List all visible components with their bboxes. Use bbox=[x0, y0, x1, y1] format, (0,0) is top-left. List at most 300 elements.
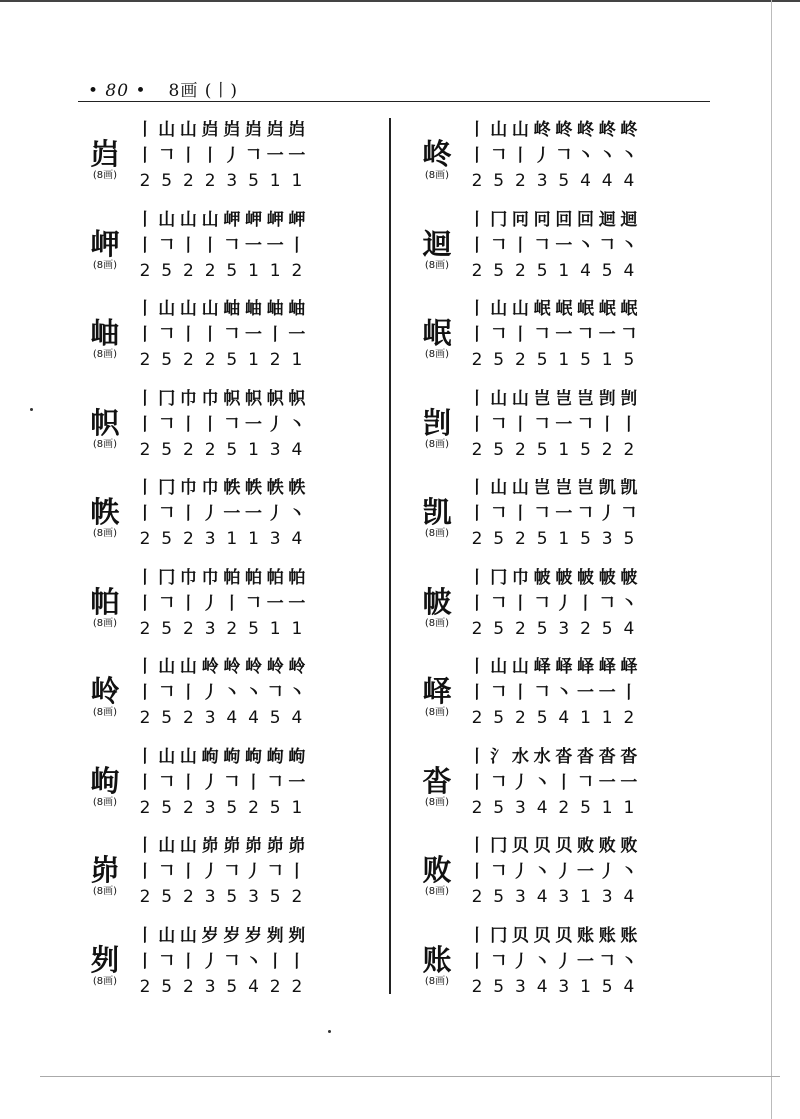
stroke-sequence-step: 冂 bbox=[158, 388, 176, 409]
stroke-code: 5 bbox=[161, 260, 173, 281]
stroke-code: 2 bbox=[471, 708, 483, 728]
stroke-code: 5 bbox=[601, 976, 613, 997]
stroke-code: 2 bbox=[558, 797, 570, 818]
seq-row bbox=[136, 568, 306, 588]
stroke-shape: 丶 bbox=[620, 235, 638, 256]
codes-row bbox=[468, 798, 638, 818]
seq-row bbox=[468, 836, 638, 856]
stroke-sequence-step: 山 bbox=[201, 209, 219, 230]
stroke-sequence-step: 峄 bbox=[533, 657, 551, 677]
stroke-sequence-step: 水 bbox=[533, 746, 551, 767]
stroke-shape: 丨 bbox=[468, 683, 486, 703]
stroke-sequence-step: 丨 bbox=[468, 746, 486, 767]
stroke-shape: 丨 bbox=[468, 504, 486, 524]
stroke-shape: 一 bbox=[266, 146, 284, 166]
stroke-shape: 𠃍 bbox=[533, 325, 551, 345]
stroke-shape: 丨 bbox=[179, 862, 197, 882]
stroke-code: 5 bbox=[493, 797, 505, 818]
entry-character: 败 bbox=[422, 853, 452, 887]
stroke-sequence-step: 岭 bbox=[201, 657, 219, 677]
codes-row bbox=[136, 798, 306, 818]
stroke-sequence-step: 刿 bbox=[266, 925, 284, 946]
stroke-code: 2 bbox=[182, 439, 194, 460]
stroke-code: 2 bbox=[139, 529, 151, 549]
stroke-sequence-step: 冂 bbox=[490, 567, 508, 588]
stroke-code: 1 bbox=[291, 171, 303, 191]
stroke-count-label: (8画) bbox=[424, 975, 450, 987]
stroke-sequence-step: 帜 bbox=[266, 388, 284, 409]
stroke-code: 5 bbox=[226, 350, 238, 370]
stroke-code: 3 bbox=[514, 887, 526, 907]
entry-character: 迴 bbox=[422, 226, 452, 261]
stroke-sequence-step: 岭 bbox=[245, 657, 263, 677]
stroke-sequence-step: 败 bbox=[598, 836, 616, 856]
stroke-code: 5 bbox=[226, 260, 238, 281]
stroke-sequence-step: 丨 bbox=[468, 478, 486, 498]
stroke-shape: 丨 bbox=[136, 683, 154, 703]
stroke-code: 2 bbox=[471, 618, 483, 639]
stroke-shape: 𠃍 bbox=[158, 146, 176, 166]
strokes-row bbox=[136, 504, 306, 524]
entry-character: 岿 bbox=[90, 137, 120, 171]
stroke-code: 2 bbox=[623, 439, 635, 460]
stroke-sequence-step: 巾 bbox=[201, 478, 219, 498]
stroke-sequence-step: 帜 bbox=[245, 388, 263, 409]
stroke-code: 5 bbox=[269, 708, 281, 728]
stroke-sequence-step: 岿 bbox=[245, 120, 263, 140]
stroke-sequence-step: 岬 bbox=[288, 209, 306, 230]
stroke-shape: 一 bbox=[577, 683, 595, 703]
stroke-code: 1 bbox=[558, 350, 570, 370]
stroke-shape: 丨 bbox=[179, 683, 197, 703]
seq-row bbox=[468, 210, 638, 230]
stroke-shape: 丨 bbox=[136, 772, 154, 793]
stroke-shape: 𠃍 bbox=[490, 146, 508, 166]
stroke-sequence-step: 岷 bbox=[555, 299, 573, 319]
stroke-code: 2 bbox=[182, 797, 194, 818]
stroke-sequence-step: 岣 bbox=[201, 746, 219, 767]
stroke-sequence-step: 败 bbox=[620, 836, 638, 856]
stroke-sequence-step: 迴 bbox=[620, 209, 638, 230]
stroke-shape: 𠃍 bbox=[620, 504, 638, 524]
stroke-shape: 𠃍 bbox=[577, 504, 595, 524]
stroke-sequence-step: 山 bbox=[511, 120, 529, 140]
stroke-sequence-step: 峂 bbox=[555, 120, 573, 140]
stroke-sequence-step: 岁 bbox=[223, 925, 241, 946]
stroke-sequence-step: 丨 bbox=[136, 567, 154, 588]
stroke-sequence-step: 峁 bbox=[245, 836, 263, 856]
stroke-shape: 𠃍 bbox=[598, 951, 616, 972]
stroke-sequence-step: 丨 bbox=[468, 388, 486, 409]
stroke-code: 1 bbox=[248, 350, 259, 370]
stroke-sequence-step: 巾 bbox=[201, 388, 219, 409]
scan-speck bbox=[30, 408, 33, 411]
seq-row bbox=[468, 926, 638, 946]
stroke-code: 2 bbox=[269, 976, 281, 997]
stroke-sequence-step: 山 bbox=[511, 299, 529, 319]
entry-character: 沓 bbox=[422, 763, 452, 798]
stroke-shape: 丨 bbox=[468, 146, 486, 166]
stroke-code: 1 bbox=[291, 618, 303, 639]
stroke-sequence-step: 帔 bbox=[555, 567, 573, 588]
stroke-shape: 𠃍 bbox=[158, 951, 176, 972]
stroke-count-label: (8画) bbox=[92, 259, 118, 271]
stroke-shape: 丨 bbox=[511, 414, 529, 435]
stroke-code: 4 bbox=[248, 976, 259, 997]
stroke-code: 4 bbox=[226, 708, 238, 728]
seq-row bbox=[136, 120, 306, 140]
stroke-shape: 丨 bbox=[468, 862, 486, 882]
stroke-shape: 一 bbox=[620, 772, 638, 793]
codes-row bbox=[136, 977, 306, 997]
stroke-sequence-step: 岣 bbox=[223, 746, 241, 767]
stroke-sequence-step: 冋 bbox=[533, 209, 551, 230]
stroke-count-label: (8画) bbox=[424, 707, 450, 718]
stroke-sequence-step: 沓 bbox=[620, 746, 638, 767]
stroke-sequence-step: 岭 bbox=[223, 657, 241, 677]
strokes-row bbox=[136, 415, 306, 435]
stroke-shape: 𠃍 bbox=[158, 593, 176, 614]
stroke-sequence-step: 山 bbox=[490, 120, 508, 140]
stroke-code: 5 bbox=[493, 260, 505, 281]
stroke-code: 2 bbox=[471, 350, 483, 370]
stroke-code: 3 bbox=[204, 708, 216, 728]
stroke-count-label: (8画) bbox=[424, 617, 450, 629]
stroke-sequence-step: 山 bbox=[179, 925, 197, 946]
stroke-shape: 一 bbox=[288, 593, 306, 614]
page-header bbox=[88, 76, 238, 101]
stroke-shape: 𠃍 bbox=[245, 146, 263, 166]
stroke-shape: 丿 bbox=[201, 862, 219, 882]
stroke-shape: 丨 bbox=[468, 772, 486, 793]
stroke-code: 3 bbox=[204, 529, 216, 549]
stroke-shape: 𠃍 bbox=[223, 414, 241, 435]
stroke-sequence-step: 岁 bbox=[201, 925, 219, 946]
stroke-sequence-step: 账 bbox=[577, 925, 595, 946]
stroke-shape: 𠃍 bbox=[223, 862, 241, 882]
stroke-shape: 一 bbox=[555, 235, 573, 256]
stroke-shape: 丨 bbox=[201, 235, 219, 256]
strokes-row bbox=[468, 683, 638, 703]
dictionary-entry bbox=[412, 474, 712, 564]
stroke-shape: 𠃍 bbox=[266, 772, 284, 793]
strokes-row bbox=[136, 773, 306, 793]
stroke-sequence-step: 冋 bbox=[511, 209, 529, 230]
stroke-sequence-step: 山 bbox=[490, 478, 508, 498]
stroke-sequence-step: 账 bbox=[598, 925, 616, 946]
stroke-shape: 𠃍 bbox=[245, 593, 263, 614]
stroke-code: 4 bbox=[536, 976, 548, 997]
strokes-row bbox=[136, 862, 306, 882]
stroke-code: 2 bbox=[291, 976, 303, 997]
stroke-code: 1 bbox=[580, 976, 591, 997]
seq-row bbox=[136, 657, 306, 677]
codes-row bbox=[136, 171, 306, 191]
stroke-code: 4 bbox=[558, 708, 570, 728]
stroke-code: 2 bbox=[514, 260, 526, 281]
dictionary-entry bbox=[80, 564, 380, 654]
stroke-count-label: (8画) bbox=[424, 170, 450, 181]
stroke-code: 2 bbox=[139, 797, 151, 818]
stroke-sequence-step: 岷 bbox=[533, 299, 551, 319]
stroke-code: 4 bbox=[536, 887, 548, 907]
stroke-shape: 𠃍 bbox=[266, 683, 284, 703]
stroke-code: 5 bbox=[248, 618, 259, 639]
stroke-shape: 𠃍 bbox=[490, 235, 508, 256]
strokes-row bbox=[136, 952, 306, 972]
stroke-code: 4 bbox=[536, 797, 548, 818]
stroke-sequence-step: 岭 bbox=[266, 657, 284, 677]
stroke-count-label: (8画) bbox=[92, 886, 118, 897]
stroke-code: 1 bbox=[580, 708, 591, 728]
stroke-sequence-step: 峂 bbox=[533, 120, 551, 140]
stroke-code: 2 bbox=[291, 260, 303, 281]
codes-row bbox=[468, 440, 638, 460]
stroke-sequence-step: 山 bbox=[158, 746, 176, 767]
stroke-shape: 丿 bbox=[555, 951, 573, 972]
stroke-sequence-step: 岫 bbox=[288, 299, 306, 319]
stroke-sequence-step: 峁 bbox=[223, 836, 241, 856]
stroke-shape: 丨 bbox=[468, 414, 486, 435]
stroke-shape: 丨 bbox=[511, 504, 529, 524]
stroke-code: 5 bbox=[493, 887, 505, 907]
stroke-shape: 一 bbox=[266, 235, 284, 256]
stroke-shape: 一 bbox=[245, 414, 263, 435]
codes-row bbox=[468, 261, 638, 281]
stroke-sequence-step: 山 bbox=[201, 299, 219, 319]
stroke-shape: 丨 bbox=[620, 683, 638, 703]
stroke-shape: 𠃍 bbox=[266, 862, 284, 882]
stroke-shape: 丿 bbox=[223, 146, 241, 166]
stroke-code: 2 bbox=[514, 708, 526, 728]
stroke-sequence-step: 岂 bbox=[577, 478, 595, 498]
dictionary-entry bbox=[412, 564, 712, 654]
stroke-sequence-step: 帔 bbox=[533, 567, 551, 588]
stroke-sequence-step: 峄 bbox=[620, 657, 638, 677]
stroke-sequence-step: 帙 bbox=[245, 478, 263, 498]
stroke-sequence-step: 迴 bbox=[598, 209, 616, 230]
stroke-sequence-step: 岭 bbox=[288, 657, 306, 677]
stroke-sequence-step: 帔 bbox=[620, 567, 638, 588]
stroke-code: 5 bbox=[269, 887, 281, 907]
stroke-code: 2 bbox=[204, 439, 216, 460]
codes-row bbox=[468, 171, 638, 191]
stroke-sequence-step: 丨 bbox=[468, 836, 486, 856]
stroke-sequence-step: 岂 bbox=[533, 478, 551, 498]
stroke-shape: 丶 bbox=[533, 862, 551, 882]
stroke-shape: 丨 bbox=[136, 593, 154, 614]
stroke-code: 2 bbox=[514, 439, 526, 460]
seq-row bbox=[468, 747, 638, 767]
stroke-sequence-step: 刿 bbox=[288, 925, 306, 946]
stroke-sequence-step: 丨 bbox=[136, 925, 154, 946]
stroke-shape: 一 bbox=[555, 504, 573, 524]
codes-row bbox=[468, 619, 638, 639]
stroke-code: 2 bbox=[514, 618, 526, 639]
stroke-shape: 𠃍 bbox=[490, 414, 508, 435]
entry-character: 帕 bbox=[90, 584, 120, 619]
stroke-shape: 𠃍 bbox=[158, 504, 176, 524]
stroke-code: 1 bbox=[269, 171, 281, 191]
dictionary-entry bbox=[80, 743, 380, 833]
stroke-sequence-step: 丨 bbox=[136, 478, 154, 498]
stroke-code: 5 bbox=[226, 976, 238, 997]
stroke-shape: 丨 bbox=[179, 951, 197, 972]
stroke-code: 4 bbox=[580, 260, 591, 281]
stroke-sequence-step: 岫 bbox=[245, 299, 263, 319]
stroke-sequence-step: 帕 bbox=[223, 567, 241, 588]
stroke-sequence-step: 冂 bbox=[490, 209, 508, 230]
stroke-shape: 丨 bbox=[136, 235, 154, 256]
stroke-sequence-step: 岫 bbox=[223, 299, 241, 319]
stroke-code: 5 bbox=[558, 171, 570, 191]
stroke-code: 2 bbox=[182, 976, 194, 997]
stroke-sequence-step: 峄 bbox=[577, 657, 595, 677]
stroke-shape: 丿 bbox=[511, 862, 529, 882]
stroke-sequence-step: 贝 bbox=[533, 925, 551, 946]
stroke-code: 5 bbox=[493, 618, 505, 639]
stroke-sequence-step: 冂 bbox=[490, 925, 508, 946]
stroke-code: 5 bbox=[493, 529, 505, 549]
codes-row bbox=[136, 350, 306, 370]
stroke-sequence-step: 山 bbox=[511, 388, 529, 409]
stroke-sequence-step: 剀 bbox=[598, 388, 616, 409]
seq-row bbox=[136, 299, 306, 319]
stroke-sequence-step: 岬 bbox=[245, 209, 263, 230]
stroke-code: 3 bbox=[269, 439, 281, 460]
stroke-code: 5 bbox=[580, 350, 591, 370]
stroke-code: 5 bbox=[161, 976, 173, 997]
stroke-code: 2 bbox=[471, 439, 483, 460]
stroke-sequence-step: 帙 bbox=[266, 478, 284, 498]
stroke-shape: 丨 bbox=[511, 325, 529, 345]
stroke-sequence-step: 丨 bbox=[468, 209, 486, 230]
stroke-code: 5 bbox=[226, 797, 238, 818]
stroke-code: 4 bbox=[291, 708, 303, 728]
strokes-row bbox=[468, 952, 638, 972]
stroke-code: 4 bbox=[623, 887, 635, 907]
stroke-shape: 丨 bbox=[577, 593, 595, 614]
stroke-shape: 丿 bbox=[555, 862, 573, 882]
stroke-sequence-step: 贝 bbox=[511, 925, 529, 946]
stroke-shape: 𠃍 bbox=[223, 325, 241, 345]
entry-character: 岫 bbox=[90, 316, 120, 350]
stroke-shape: 𠃍 bbox=[598, 593, 616, 614]
stroke-shape: 丶 bbox=[288, 504, 306, 524]
stroke-sequence-step: 岷 bbox=[598, 299, 616, 319]
stroke-shape: 一 bbox=[223, 504, 241, 524]
stroke-sequence-step: 岂 bbox=[555, 388, 573, 409]
codes-row bbox=[136, 887, 306, 907]
stroke-shape: 一 bbox=[555, 414, 573, 435]
stroke-shape: 丨 bbox=[598, 414, 616, 435]
stroke-sequence-step: 帜 bbox=[223, 388, 241, 409]
stroke-code: 4 bbox=[291, 439, 303, 460]
stroke-code: 5 bbox=[161, 797, 173, 818]
stroke-shape: 丨 bbox=[136, 414, 154, 435]
stroke-code: 1 bbox=[558, 260, 570, 281]
stroke-shape: 𠃍 bbox=[577, 772, 595, 793]
stroke-shape: 𠃍 bbox=[598, 235, 616, 256]
entry-character: 岣 bbox=[90, 763, 120, 798]
stroke-shape: 𠃍 bbox=[223, 235, 241, 256]
stroke-code: 1 bbox=[580, 887, 591, 907]
seq-row bbox=[136, 210, 306, 230]
stroke-sequence-step: 丨 bbox=[136, 209, 154, 230]
stroke-shape: 一 bbox=[266, 593, 284, 614]
stroke-code: 3 bbox=[558, 887, 570, 907]
stroke-shape: 丨 bbox=[136, 862, 154, 882]
stroke-sequence-step: 巾 bbox=[179, 567, 197, 588]
stroke-code: 4 bbox=[580, 171, 591, 191]
stroke-code: 5 bbox=[161, 350, 173, 370]
page-number: • 80 • bbox=[88, 81, 147, 101]
stroke-sequence-step: 水 bbox=[511, 746, 529, 767]
stroke-sequence-step: 回 bbox=[577, 209, 595, 230]
stroke-sequence-step: 冂 bbox=[158, 478, 176, 498]
stroke-sequence-step: 丨 bbox=[468, 120, 486, 140]
stroke-shape: 丿 bbox=[511, 772, 529, 793]
stroke-shape: 丿 bbox=[245, 862, 263, 882]
stroke-sequence-step: 岿 bbox=[266, 120, 284, 140]
stroke-sequence-step: 岿 bbox=[288, 120, 306, 140]
stroke-count-label: (8画) bbox=[424, 528, 450, 539]
stroke-code: 2 bbox=[269, 350, 281, 370]
stroke-code: 4 bbox=[623, 260, 635, 281]
stroke-sequence-step: 巾 bbox=[179, 388, 197, 409]
stroke-code: 5 bbox=[623, 350, 635, 370]
stroke-code: 3 bbox=[536, 171, 548, 191]
stroke-sequence-step: 山 bbox=[490, 299, 508, 319]
stroke-shape: 丨 bbox=[245, 772, 263, 793]
stroke-shape: 丨 bbox=[179, 504, 197, 524]
stroke-code: 3 bbox=[248, 887, 259, 907]
stroke-shape: 丨 bbox=[179, 593, 197, 614]
stroke-code: 5 bbox=[161, 887, 173, 907]
stroke-shape: 丿 bbox=[555, 593, 573, 614]
stroke-shape: 丶 bbox=[288, 683, 306, 703]
stroke-shape: 𠃍 bbox=[490, 593, 508, 614]
stroke-code: 2 bbox=[139, 618, 151, 639]
stroke-code: 5 bbox=[580, 529, 591, 549]
strokes-row bbox=[468, 862, 638, 882]
stroke-sequence-step: 岣 bbox=[245, 746, 263, 767]
stroke-shape: 丶 bbox=[533, 951, 551, 972]
stroke-code: 2 bbox=[471, 529, 483, 549]
stroke-code: 5 bbox=[493, 976, 505, 997]
stroke-shape: 一 bbox=[245, 504, 263, 524]
stroke-sequence-step: 帕 bbox=[288, 567, 306, 588]
stroke-code: 4 bbox=[623, 618, 635, 639]
entry-character: 峄 bbox=[422, 674, 452, 708]
dictionary-entry bbox=[412, 743, 712, 833]
stroke-sequence-step: 冂 bbox=[158, 567, 176, 588]
left-column bbox=[80, 116, 380, 1011]
stroke-code: 2 bbox=[182, 350, 194, 370]
stroke-shape: 丨 bbox=[179, 772, 197, 793]
stroke-sequence-step: 沓 bbox=[598, 746, 616, 767]
stroke-code: 1 bbox=[248, 260, 259, 281]
codes-row bbox=[136, 440, 306, 460]
stroke-shape: 丨 bbox=[179, 325, 197, 345]
stroke-sequence-step: 贝 bbox=[533, 836, 551, 856]
stroke-shape: 丶 bbox=[533, 772, 551, 793]
stroke-shape: 一 bbox=[598, 683, 616, 703]
stroke-shape: 𠃍 bbox=[577, 325, 595, 345]
stroke-sequence-step: 凯 bbox=[598, 478, 616, 498]
stroke-code: 5 bbox=[536, 708, 548, 728]
strokes-row bbox=[468, 325, 638, 345]
